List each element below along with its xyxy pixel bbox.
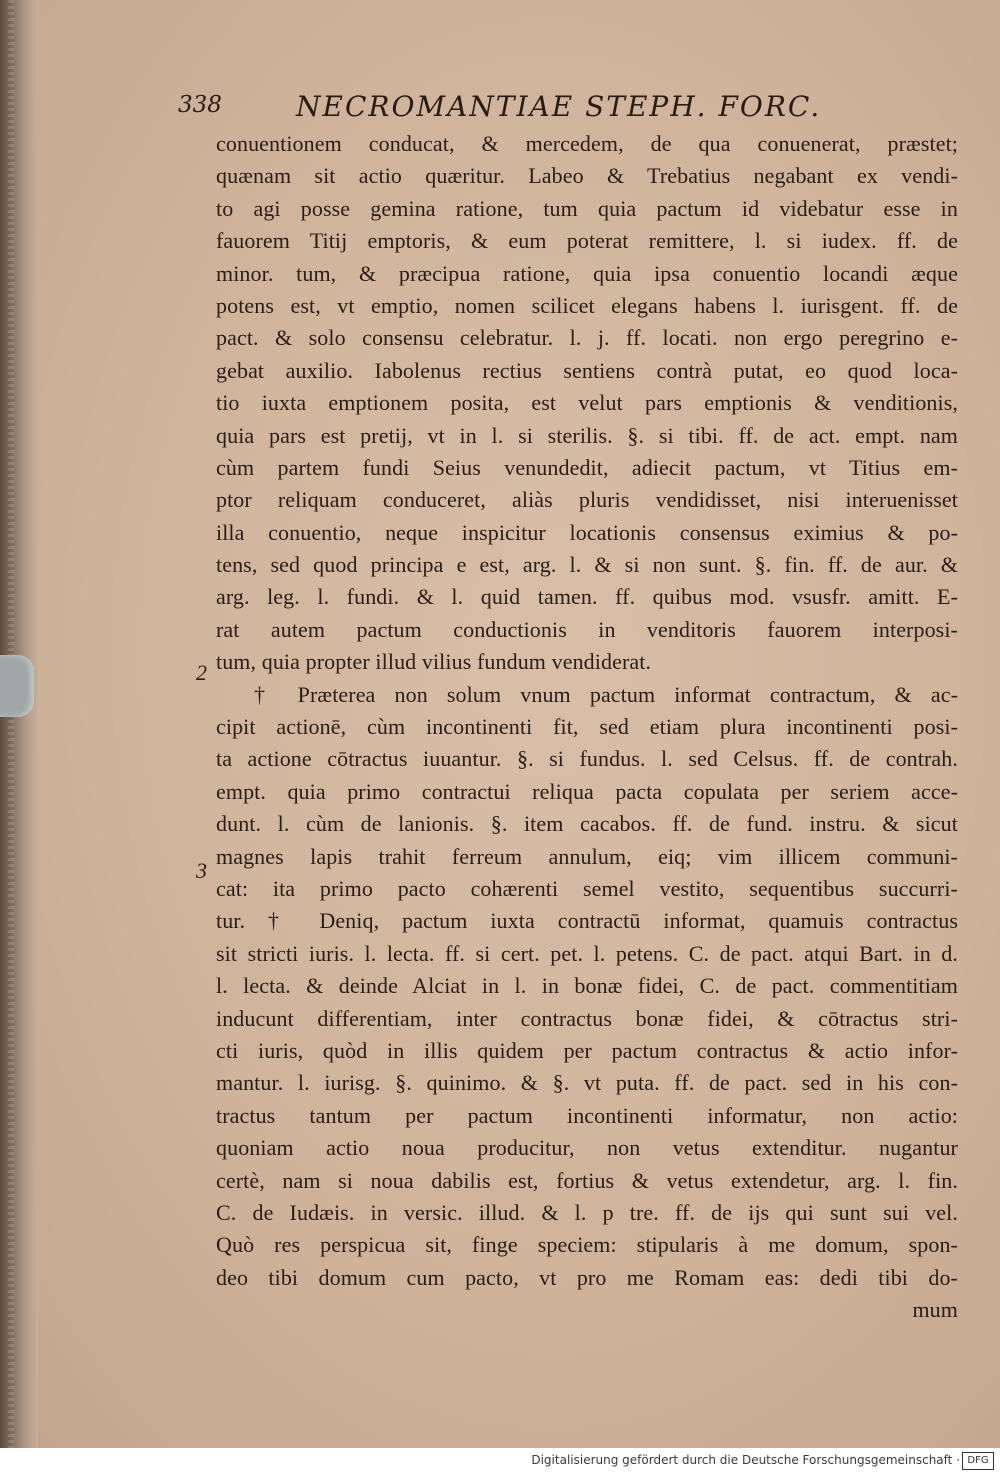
text-line: † Præterea non solum vnum pactum informat contractum, & ac- — [254, 681, 958, 707]
text-line: tens, sed quod principa e est, arg. l. & si non sunt. §. fin. ff. de aur. & — [216, 552, 958, 578]
footer-credit: Digitalisierung gefördert durch die Deutsche Forschungsgemeinschaft · — [531, 1453, 960, 1467]
text-line: quoniam actio noua producitur, non vetus extenditur. nugantur — [216, 1135, 958, 1161]
text-line: gebat auxilio. Iabolenus rectius sentiens contrà putat, eo quod loca- — [216, 357, 958, 383]
text-line: potens est, vt emptio, nomen scilicet elegans habens l. iurisgent. ff. de — [216, 292, 958, 318]
text-line: dunt. l. cùm de lanionis. §. item cacabos. ff. de fund. instru. & sicut — [216, 811, 958, 837]
text-line: to agi posse gemina ratione, tum quia pactum id videbatur esse in — [216, 195, 958, 221]
text-line: tractus tantum per pactum incontinenti informatur, non actio: — [216, 1102, 958, 1128]
margin-note-2: 2 — [196, 660, 207, 685]
text-line: deo tibi domum cum pacto, vt pro me Romam eas: dedi tibi do- — [216, 1264, 958, 1290]
text-line: rat autem pactum conductionis in venditoris fauorem interposi- — [216, 616, 958, 642]
dfg-logo: DFG — [962, 1452, 994, 1470]
text-line: quænam sit actio quæritur. Labeo & Trebatius negabant ex vendi- — [216, 163, 958, 189]
text-line: cti iuris, quòd in illis quidem per pactum contractus & actio infor- — [216, 1037, 958, 1063]
text-line: arg. leg. l. fundi. & l. quid tamen. ff. quibus mod. vsusfr. amitt. E- — [216, 584, 958, 610]
text-line: minor. tum, & præcipua ratione, quia ipsa conuentio locandi æque — [216, 260, 958, 286]
book-spine-edge — [0, 0, 38, 1448]
text-line: cat: ita primo pacto cohærenti semel vestito, sequentibus succurri- — [216, 875, 958, 901]
text-line: magnes lapis trahit ferreum annulum, eiq; vim illicem communi- — [216, 843, 958, 869]
text-line: empt. quia primo contractui reliqua pacta copulata per seriem acce- — [216, 778, 958, 804]
body-text — [216, 128, 958, 1326]
text-line: tum, quia propter illud vilius fundum vendiderat. — [216, 649, 652, 675]
text-line: pact. & solo consensu celebratur. l. j. ff. locati. non ergo peregrino e- — [216, 325, 958, 351]
page-number: 338 — [178, 92, 222, 118]
text-line: inducunt differentiam, inter contractus bonæ fidei, & cōtractus stri- — [216, 1005, 958, 1031]
text-line: illa conuentio, neque inspicitur locationis consensus eximius & po- — [216, 519, 958, 545]
text-line: l. lecta. & deinde Alciat in l. in bonæ fidei, C. de pact. commentitiam — [216, 973, 958, 999]
text-line: quia pars est pretij, vt in l. si sterilis. §. si tibi. ff. de act. empt. nam — [216, 422, 958, 448]
text-line: mantur. l. iurisg. §. quinimo. & §. vt puta. ff. de pact. sed in his con- — [216, 1070, 958, 1096]
digitization-footer — [0, 1448, 1000, 1475]
text-line: conuentionem conducat, & mercedem, de qua conuenerat, præstet; — [216, 131, 958, 156]
margin-note-3: 3 — [196, 858, 207, 883]
page-clip-tab — [0, 655, 34, 717]
text-line: sit stricti iuris. l. lecta. ff. si cert. pet. l. petens. C. de pact. atqui Bart. in d. — [216, 940, 958, 966]
text-line: fauorem Titij emptoris, & eum poterat remittere, l. si iudex. ff. de — [216, 228, 958, 254]
text-line: C. de Iudæis. in versic. illud. & l. p tre. ff. de ijs qui sunt sui vel. — [216, 1199, 958, 1225]
text-line: ta actione cōtractus iuuantur. §. si fundus. l. sed Celsus. ff. de contrah. — [216, 746, 958, 772]
text-line: cùm partem fundi Seius venundedit, adiecit pactum, vt Titius em- — [216, 454, 958, 480]
text-line: cipit actionē, cùm incontinenti fit, sed etiam plura incontinenti posi- — [216, 714, 958, 740]
text-line: ptor reliquam conduceret, aliàs pluris vendidisset, nisi interuenisset — [216, 487, 958, 513]
page-header — [178, 92, 898, 132]
text-line: tur. † Deniq, pactum iuxta contractū informat, quamuis contractus — [216, 908, 958, 934]
text-line: Quò res perspicua sit, finge speciem: stipularis à me domum, spon- — [216, 1232, 958, 1258]
text-line: tio iuxta emptionem posita, est velut pars emptionis & venditionis, — [216, 390, 958, 416]
catchword: mum — [912, 1297, 958, 1323]
running-head: NECROMANTIAE STEPH. FORC. — [296, 90, 822, 123]
text-line: certè, nam si noua dabilis est, fortius & vetus extendetur, arg. l. fin. — [216, 1167, 958, 1193]
